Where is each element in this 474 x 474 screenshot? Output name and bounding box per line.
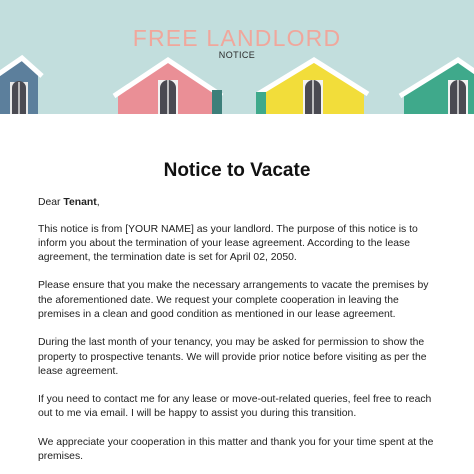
brand-name: FREE LANDLORD [132,25,342,51]
house-green [400,60,474,114]
paragraph-thanks: We appreciate your cooperation in this matter and thank you for your time spent at the premises. [38,436,434,463]
paragraph-arrangements: Please ensure that you make the necessary arrangements to vacate the premises by the aforementioned date. We request your complete cooperation in leaving the premises in a clean and good condition as mentioned in our lease agreement. [38,280,429,320]
paragraph-contact: If you need to contact me for any lease or move-out-related queries, feel free to reach out to me via email. I will be happy to assist you during this transition. [38,394,432,420]
paragraph-notice-from: This notice is from [YOUR NAME] as your landlord. The purpose of this notice is to inform you about the termination of your lease agreement. According to the lease agreement, the termination date is set for April 02, 2050. [38,223,418,263]
house-yellow [256,60,368,114]
header-banner [0,0,474,114]
house-pink [114,60,222,114]
salutation [38,196,438,210]
header-subtitle: NOTICE [218,50,256,60]
salutation-suffix: , [96,197,100,208]
house-blue [0,58,42,114]
letter-body [38,196,438,474]
recipient-name: Tenant [63,197,97,208]
paragraph-showing: During the last month of your tenancy, you may be asked for permission to show the property to prospective tenants. We will provide prior notice before visiting as per the lease agreement. [38,337,427,377]
document-title: Notice to Vacate [163,160,311,181]
salutation-prefix: Dear [38,197,64,208]
